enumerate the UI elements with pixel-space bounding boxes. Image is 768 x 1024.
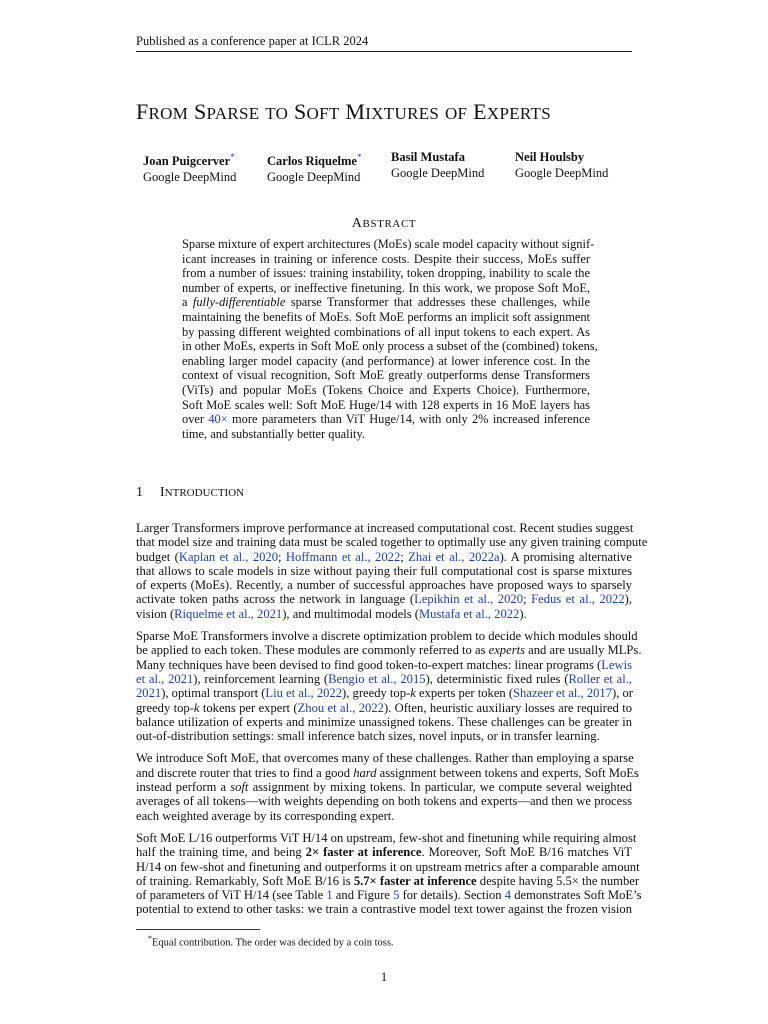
body-line: half the training time, and being 2× faster at inference. Moreover, Soft MoE B/16 matches ViT [136,845,633,860]
abstract-line: maintaining the benefits of MoEs. Soft MoE performs an implicit soft assignment [182,309,590,324]
emphasis: fully-differentiable [192,295,286,310]
author-block [515,149,608,181]
author-affiliation: Google DeepMind [391,166,485,180]
bold-claim: 5.7× faster at inference [353,873,477,888]
section-number: 1 [136,485,143,500]
table-ref-link[interactable]: 1 [326,888,333,903]
abstract-line: context of visual recognition, Soft MoE greatly outperforms dense Transformers [182,368,590,383]
abstract-line: by passing different weighted combinations of all input tokens to each expert. As [182,324,590,339]
emphasis: soft [230,780,249,795]
equal-contribution-mark[interactable]: * [230,152,235,162]
citation-link[interactable]: Riquelme et al., 2021 [174,606,283,621]
body-line: Sparse MoE Transformers involve a discrete optimization problem to decide which modules should [136,629,638,644]
abstract-line: number of experts, or ineffective finetuning. In this work, we propose Soft MoE, [182,280,590,295]
body-line: Many techniques have been devised to find good token-to-expert matches: linear programs (Lewis [136,657,632,672]
abstract-line: a fully-differentiable sparse Transformer that addresses these challenges, while [182,295,590,310]
abstract-line: time, and substantially better quality. [182,426,365,441]
author-affiliation: Google DeepMind [267,170,361,185]
body-line: balance utilization of experts and minimize unassigned tokens. These challenges can be greater in [136,714,632,729]
citation-link[interactable]: Hoffmann et al., 2022 [285,549,401,564]
body-line: greedy top-k tokens per expert (Zhou et al., 2022). Often, heuristic auxiliary losses are required to [136,700,632,715]
body-line: potential to extend to other tasks: we train a contrastive model text tower against the frozen vision [136,902,632,917]
author-name: Neil Houlsby [515,150,585,164]
emphasis: hard [353,765,377,780]
running-header: Published as a conference paper at ICLR 2024 [136,34,369,48]
body-line: budget (Kaplan et al., 2020; Hoffmann et al., 2022; Zhai et al., 2022a). A promising alternative [136,549,633,564]
author-name: Basil Mustafa [391,150,465,164]
author-block [143,149,236,185]
body-line: vision (Riquelme et al., 2021), and multimodal models (Mustafa et al., 2022). [136,606,527,621]
body-line: of experts (MoEs). Recently, a number of successful approaches have proposed ways to sparsely [136,578,632,593]
author-affiliation: Google DeepMind [515,166,609,180]
section-heading: 1 INTRODUCTION [136,485,245,500]
abstract-line: Sparse mixture of expert architectures (MoEs) scale model capacity without signif- [182,237,595,251]
abstract-text [182,237,598,441]
equal-contribution-mark[interactable]: * [356,152,362,162]
citation-link[interactable]: et al., 2021 [136,671,194,686]
body-line: Larger Transformers improve performance at increased computational cost. Recent studies suggest [136,521,634,535]
body-line: be applied to each token. These modules are commonly referred to as experts and are usually MLPs. [136,643,642,658]
author-name: Carlos Riquelme [267,154,357,169]
abstract-line: Soft MoE scales well: Soft MoE Huge/14 with 128 experts in 16 MoE layers has [182,397,590,412]
body-line: We introduce Soft MoE, that overcomes many of these challenges. Rather than employing a sparse [136,751,634,766]
citation-link[interactable]: Bengio et al., 2015 [328,671,426,686]
author-block [391,149,484,181]
body-line: 2021), optimal transport (Liu et al., 2022), greedy top-k experts per token (Shazeer et al., 2017), or [136,686,633,701]
math-variable: k [193,700,200,715]
footnote-mark: * [148,934,152,943]
abstract-line: icant increases in training or inference costs. Despite their success, MoEs suffer [182,251,590,266]
math-value: 40× [208,412,228,427]
citation-link[interactable]: 2021 [136,686,162,701]
body-text [136,521,648,917]
citation-link[interactable]: Shazeer et al., 2017 [513,686,613,701]
author-name: Joan Puigcerver [143,154,231,169]
body-line: Soft MoE L/16 outperforms ViT H/14 on upstream, few-shot and finetuning while requiring almost [136,830,637,845]
abstract-heading: ABSTRACT [351,216,417,231]
abstract-line: in other MoEs, experts in Soft MoE only process a subset of the (combined) tokens, [182,339,598,354]
body-line: of parameters of ViT H/14 (see Table 1 and Figure 5 for details). Section 4 demonstrates Soft MoE’s [136,888,642,903]
figure-ref-link[interactable]: 5 [393,888,400,903]
body-line: activate token paths across the network in language (Lepikhin et al., 2020; Fedus et al., 2022), [136,592,632,607]
body-line: that allows to scale models in size without paying their full computational cost is sparse mixtures [136,563,632,578]
author-affiliation: Google DeepMind [143,170,237,185]
footnote-text: Equal contribution. The order was decided by a coin toss. [152,937,394,949]
abstract-line: over 40× more parameters than ViT Huge/14, with only 2% increased inference [182,412,590,427]
author-list [143,149,633,183]
citation-link[interactable]: Kaplan et al., 2020 [178,549,279,564]
author-block [267,149,361,185]
citation-link[interactable]: Mustafa et al., 2022 [418,606,520,621]
emphasis: experts [488,643,525,658]
abstract-line: (ViTs) and popular MoEs (Tokens Choice and Experts Choice). Furthermore, [182,382,590,397]
citation-link[interactable]: Roller et al., [568,671,632,686]
bold-claim: 2× faster at inference [305,845,422,860]
body-line: et al., 2021), reinforcement learning (Bengio et al., 2015), deterministic fixed rules (Roller et al., [136,671,632,686]
abstract-line: from a number of issues: training instability, token dropping, inability to scale the [182,266,590,281]
citation-link[interactable]: Lepikhin et al., 2020 [414,592,523,607]
body-line: that model size and training data must be scaled together to optimally use any given training compute [136,535,648,550]
body-line: of training. Remarkably, Soft MoE B/16 is 5.7× faster at inference despite having 5.5× the number [136,873,640,888]
footnote-rule [136,929,260,930]
header-rule [136,51,632,52]
paper-title: FROM SPARSE TO SOFT MIXTURES OF EXPERTS [136,99,551,124]
citation-link[interactable]: Liu et al., 2022 [265,686,343,701]
body-line: out-of-distribution settings: small inference batch sizes, novel inputs, or in transfer learning. [136,729,600,744]
page-number: 1 [380,970,388,984]
footnote [148,934,394,949]
section-ref-link[interactable]: 4 [504,888,512,903]
body-line: instead perform a soft assignment by mixing tokens. In particular, we compute several weighted [136,780,632,795]
body-line: averages of all tokens—with weights depending on both tokens and experts—and then we process [136,794,632,809]
body-line: H/14 on few-shot and finetuning and outperforms it on upstream metrics after a comparable amount [136,859,640,874]
body-line: and discrete router that tries to find a good hard assignment between tokens and experts, Soft MoEs [136,765,639,780]
citation-link[interactable]: Lewis [601,657,632,672]
citation-link[interactable]: Fedus et al., 2022 [531,592,625,607]
abstract-line: enabling larger model capacity (and performance) at lower inference cost. In the [182,353,590,368]
body-line: each weighted average by its corresponding expert. [136,808,395,823]
citation-link[interactable]: Zhou et al., 2022 [297,700,384,715]
citation-link[interactable]: Zhai et al., 2022a [408,549,500,564]
math-variable: k [410,686,416,701]
